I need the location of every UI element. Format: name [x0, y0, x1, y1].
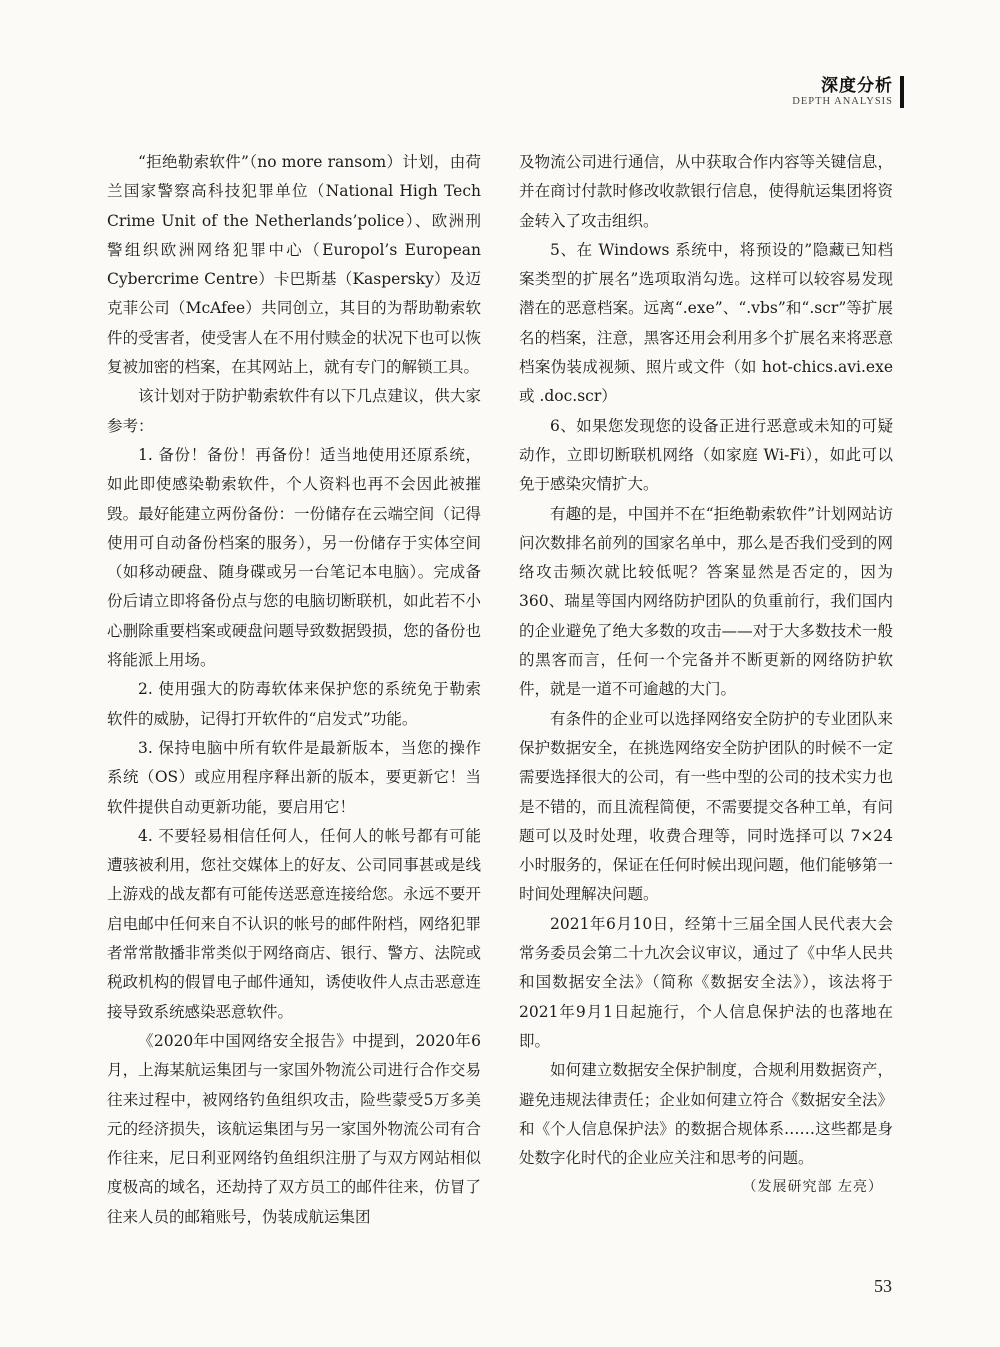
- paragraph: “拒绝勒索软件”（no more ransom）计划，由荷兰国家警察高科技犯罪单位（National High Tech Crime Unit of the Netherlands’police）、欧洲刑警组织欧洲网络犯罪中心（Europol’s European Cybercrime Centre）卡巴斯基（Kaspersky）及迈克菲公司（McAfee）共同创立，其目的为帮助勒索软件的受害者，使受害人在不用付赎金的状况下也可以恢复被加密的档案，在其网站上，就有专门的解锁工具。: [107, 153, 481, 377]
- right-column: [519, 148, 893, 1203]
- paragraph: 《2020年中国网络安全报告》中提到，2020年6月，上海某航运集团与一家国外物流公司进行合作交易往来过程中，被网络钓鱼组织攻击，险些蒙受5万多美元的经济损失，该航运集团与另一家国外物流公司有合作往来，尼日利亚网络钓鱼组织注册了与双方网站相似度极高的域名，还劫持了双方员工的邮件往来，仿冒了往来人员的邮箱账号，伪装成航运集团: [107, 1031, 481, 1226]
- paragraph: 有条件的企业可以选择网络安全防护的专业团队来保护数据安全，在挑选网络安全防护团队的时候不一定需要选择很大的公司，有一些中型的公司的技术实力也是不错的，而且流程简便，不需要提交各种工单，有问题可以及时处理，收费合理等，同时选择可以 7×24 小时服务的，保证在任何时候出现问题，他们能够第一时间处理解决问题。: [519, 709, 893, 904]
- page-number: 53: [874, 1276, 892, 1296]
- paragraph: 有趣的是，中国并不在“拒绝勒索软件”计划网站访问次数排名前列的国家名单中，那么是否我们受到的网络攻击频次就比较低呢？答案显然是否定的，因为360、瑞星等国内网络防护团队的负重前行，我们国内的企业避免了绝大多数的攻击——对于大多数技术一般的黑客而言，任何一个完备并不断更新的网络防护软件，就是一道不可逾越的大门。: [519, 504, 893, 699]
- paragraph: 如何建立数据安全保护制度，合规利用数据资产，避免违规法律责任；企业如何建立符合《数据安全法》和《个人信息保护法》的数据合规体系……这些都是身处数字化时代的企业应关注和思考的问题。: [519, 1061, 893, 1168]
- paragraph: 该计划对于防护勒索软件有以下几点建议，供大家参考：: [107, 387, 481, 435]
- paragraph: 4. 不要轻易相信任何人，任何人的帐号都有可能遭骇被利用，您社交媒体上的好友、公司同事甚或是线上游戏的战友都有可能传送恶意连接给您。永远不要开启电邮中任何来自不认识的帐号的邮件附档，网络犯罪者常常散播非常类似于网络商店、银行、警方、法院或税政机构的假冒电子邮件通知，诱使收件人点击恶意连接导致系统感染恶意软件。: [107, 826, 481, 1021]
- paragraph: 1. 备份！备份！再备份！适当地使用还原系统，如此即使感染勒索软件，个人资料也再不会因此被摧毁。最好能建立两份备份：一份储存在云端空间（记得使用可自动备份档案的服务），另一份储存于实体空间（如移动硬盘、随身碟或另一台笔记本电脑）。完成备份后请立即将备份点与您的电脑切断联机，如此若不小心删除重要档案或硬盘问题导致数据毁损，您的备份也将能派上用场。: [107, 445, 481, 670]
- section-title-cn: 深度分析: [821, 76, 893, 96]
- section-title-en: DEPTH ANALYSIS: [792, 96, 893, 107]
- paragraph: 2. 使用强大的防毒软体来保护您的系统免于勒索软件的威胁，记得打开软件的“启发式”功能。: [107, 680, 481, 728]
- paragraph-continuation: 及物流公司进行通信，从中获取合作内容等关键信息，并在商讨付款时修改收款银行信息，使得航运集团将资金转入了攻击组织。: [519, 153, 893, 230]
- author-signature: （发展研究部 左亮）: [742, 1179, 883, 1196]
- paragraph: 6、如果您发现您的设备正进行恶意或未知的可疑动作，立即切断联机网络（如家庭 Wi-Fi），如此可以免于感染灾情扩大。: [519, 416, 893, 494]
- header-divider-bar: [900, 76, 904, 108]
- paragraph: 3. 保持电脑中所有软件是最新版本，当您的操作系统（OS）或应用程序释出新的版本，要更新它！当软件提供自动更新功能，要启用它！: [107, 738, 481, 816]
- left-column: [107, 148, 481, 1232]
- section-header: [792, 76, 893, 108]
- paragraph: 2021年6月10日，经第十三届全国人民代表大会常务委员会第二十九次会议审议，通过了《中华人民共和国数据安全法》（简称《数据安全法》），该法将于2021年9月1日起施行，个人信息保护法的也落地在即。: [519, 914, 893, 1050]
- paragraph: 5、在 Windows 系统中，将预设的”隐藏已知档案类型的扩展名”选项取消勾选。这样可以较容易发现潜在的恶意档案。远离“.exe”、“.vbs”和“.scr”等扩展名的档案，注意，黑客还用会利用多个扩展名来将恶意档案伪装成视频、照片或文件（如 hot-chics.avi.exe 或 .doc.scr）: [519, 240, 893, 406]
